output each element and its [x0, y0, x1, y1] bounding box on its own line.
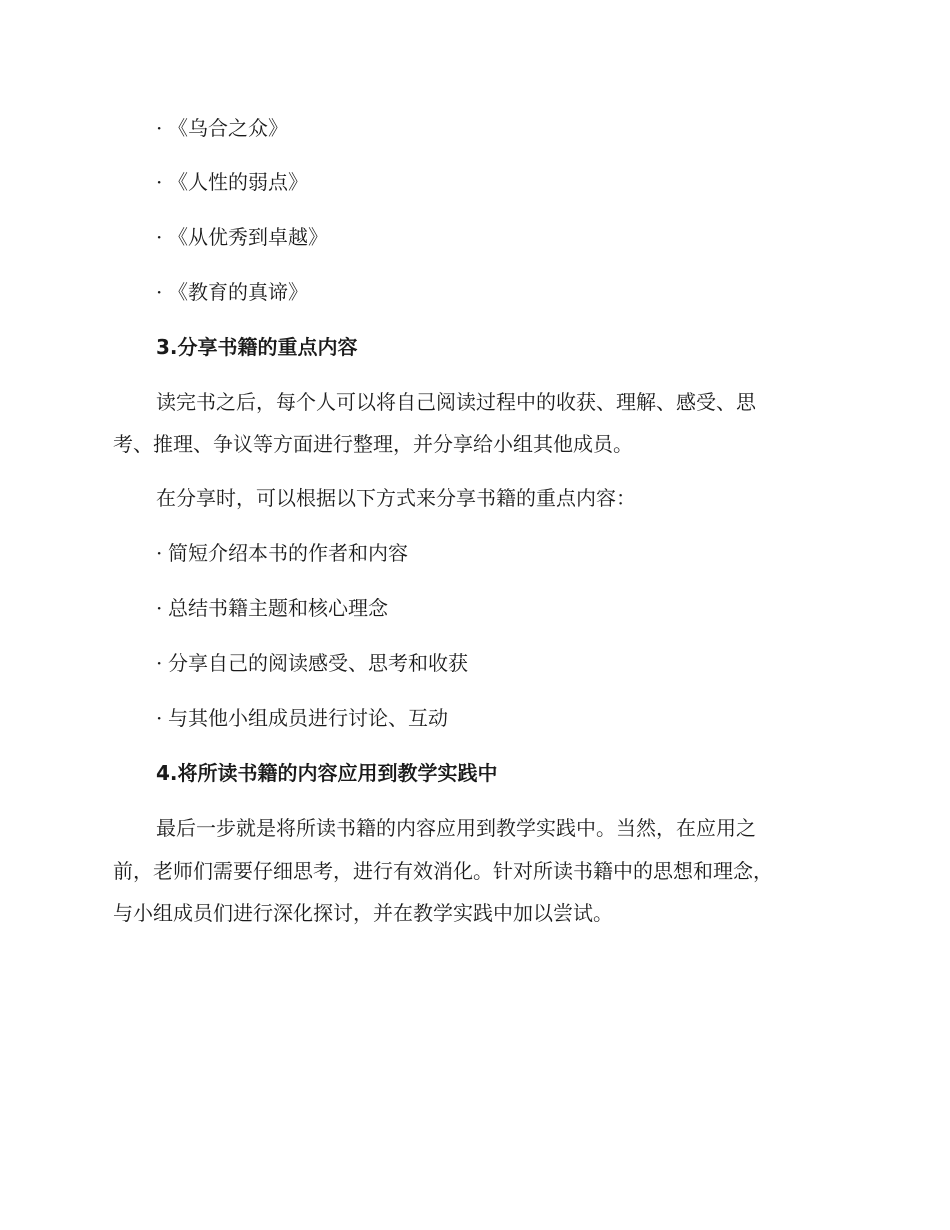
bullet-mark: ·: [156, 541, 163, 565]
share-method-text: 总结书籍主题和核心理念: [168, 596, 388, 620]
paragraph-line: 与小组成员们进行深化探讨，并在教学实践中加以尝试。: [113, 901, 613, 925]
book-title: 《人性的弱点》: [168, 170, 308, 194]
bullet-mark: ·: [156, 280, 163, 304]
paragraph-line: 读完书之后，每个人可以将自己阅读过程中的收获、理解、感受、思: [156, 390, 756, 414]
book-title: 《教育的真谛》: [168, 280, 308, 304]
share-method-item: [0, 539, 950, 567]
book-title: 《从优秀到卓越》: [168, 225, 328, 249]
bullet-mark: ·: [156, 706, 163, 730]
book-list-item: [0, 168, 950, 196]
paragraph-line: 前，老师们需要仔细思考，进行有效消化。针对所读书籍中的思想和理念，: [113, 859, 773, 883]
book-list-item: [0, 278, 950, 306]
paragraph-line: 在分享时，可以根据以下方式来分享书籍的重点内容：: [156, 486, 636, 510]
share-method-text: 与其他小组成员进行讨论、互动: [168, 706, 448, 730]
bullet-mark: ·: [156, 225, 163, 249]
share-method-text: 简短介绍本书的作者和内容: [168, 541, 408, 565]
section-heading-3: 3.分享书籍的重点内容: [156, 335, 358, 359]
bullet-mark: ·: [156, 596, 163, 620]
share-method-item: [0, 649, 950, 677]
bullet-mark: ·: [156, 651, 163, 675]
bullet-mark: ·: [156, 116, 163, 140]
bullet-mark: ·: [156, 170, 163, 194]
book-title: 《乌合之众》: [168, 116, 288, 140]
book-list-item: [0, 223, 950, 251]
section-heading-4: 4.将所读书籍的内容应用到教学实践中: [156, 761, 498, 785]
share-method-item: [0, 594, 950, 622]
paragraph-line: 考、推理、争议等方面进行整理，并分享给小组其他成员。: [113, 432, 633, 456]
share-method-text: 分享自己的阅读感受、思考和收获: [168, 651, 468, 675]
paragraph-line: 最后一步就是将所读书籍的内容应用到教学实践中。当然，在应用之: [156, 816, 756, 840]
book-list-item: [0, 114, 950, 142]
share-method-item: [0, 704, 950, 732]
